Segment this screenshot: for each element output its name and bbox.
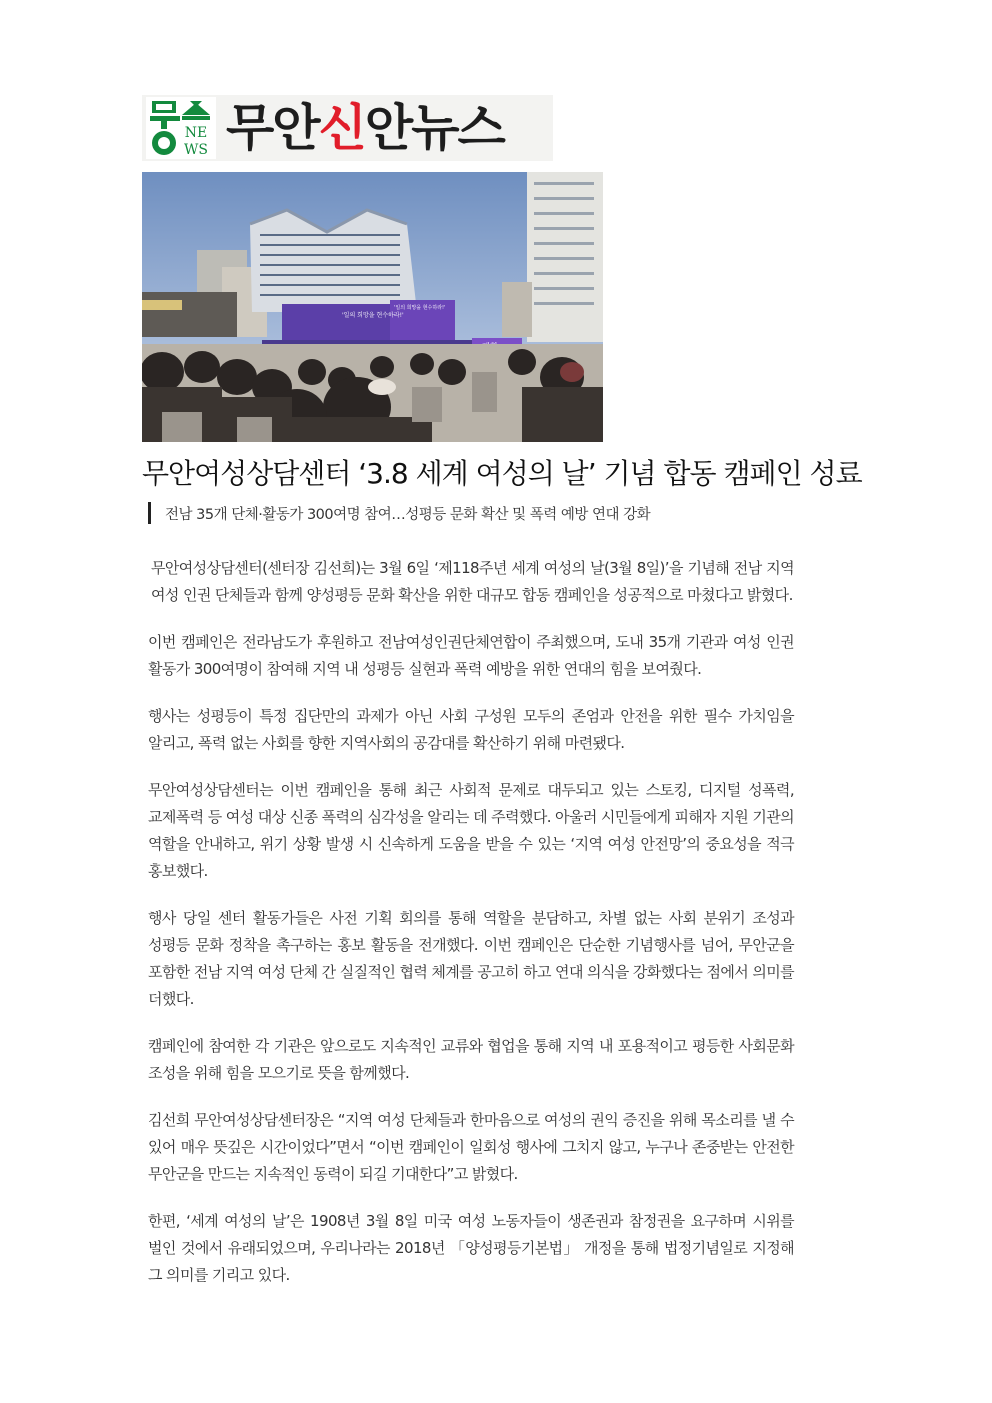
wordmark-part-1: 무안	[226, 99, 319, 157]
subheadline-bar	[148, 502, 151, 524]
article-subheadline	[148, 502, 650, 524]
article-paragraph-2: 이번 캠페인은 전라남도가 후원하고 전남여성인권단체연합이 주최했으며, 도내 35개 기관과 여성 인권 활동가 300여명이 참여해 지역 내 성평등 실현과 폭력 예방을 위한 연대의 힘을 보여줬다.	[148, 633, 794, 678]
article-paragraph-5: 행사 당일 센터 활동가들은 사전 기획 회의를 통해 역할을 분담하고, 차별 없는 사회 분위기 조성과 성평등 문화 정착을 촉구하는 홍보 활동을 전개했다. 이번 캠페인은 단순한 기념행사를 넘어, 무안군을 포함한 전남 지역 여성 단체 간 실질적인 협력 체계를 공고히 하고 연대 의식을 강화했다는 점에서 의미를 더했다.	[148, 909, 794, 1008]
article-paragraph-8: 한편, ‘세계 여성의 날’은 1908년 3월 8일 미국 여성 노동자들이 생존권과 참정권을 요구하며 시위를 벌인 것에서 유래되었으며, 우리나라는 2018년 「양성평등기본법」 개정을 통해 법정기념일로 지정해 그 의미를 기리고 있다.	[148, 1212, 794, 1284]
article-paragraph-1: 무안여성상담센터(센터장 김선희)는 3월 6일 ‘제118주년 세계 여성의 날(3월 8일)’을 기념해 전남 지역 여성 인권 단체들과 함께 양성평등 문화 확산을 위한 대규모 합동 캠페인을 성공적으로 마쳤다고 밝혔다.	[151, 559, 794, 604]
article-paragraph-3: 행사는 성평등이 특정 집단만의 과제가 아닌 사회 구성원 모두의 존엄과 안전을 위한 필수 가치임을 알리고, 폭력 없는 사회를 향한 지역사회의 공감대를 확산하기 위해 마련됐다.	[148, 707, 794, 752]
svg-text:NE: NE	[184, 125, 208, 141]
masthead-logo	[142, 95, 553, 161]
masthead-wordmark	[226, 99, 504, 157]
wordmark-part-2: 신	[318, 99, 365, 157]
subheadline-text: 전남 35개 단체·활동가 300여명 참여…성평등 문화 확산 및 폭력 예방 연대 강화	[165, 506, 651, 523]
svg-text:WS: WS	[184, 142, 208, 158]
svg-text:'일의 희망을 현수하라!': '일의 희망을 현수하라!'	[394, 305, 446, 311]
article-paragraph-4: 무안여성상담센터는 이번 캠페인을 통해 최근 사회적 문제로 대두되고 있는 스토킹, 디지털 성폭력, 교제폭력 등 여성 대상 신종 폭력의 심각성을 알리는 데 주력했다. 아울러 시민들에게 피해자 지원 기관의 역할을 안내하고, 위기 상황 발생 시 신속하게 도움을 받을 수 있는 ‘지역 여성 안전망’의 중요성을 적극 홍보했다.	[148, 781, 794, 880]
svg-text:'일의 희망을 현수하라!': '일의 희망을 현수하라!'	[342, 312, 404, 319]
article-headline: 무안여성상담센터 ‘3.8 세계 여성의 날’ 기념 합동 캠페인 성료	[142, 457, 862, 490]
article-photo	[142, 172, 603, 442]
wordmark-part-3: 안뉴스	[364, 99, 504, 157]
article-paragraph-6: 캠페인에 참여한 각 기관은 앞으로도 지속적인 교류와 협업을 통해 지역 내 포용적이고 평등한 사회문화 조성을 위해 힘을 모으기로 뜻을 함께했다.	[148, 1037, 794, 1082]
event-photo-image	[142, 172, 603, 442]
article-paragraph-7: 김선희 무안여성상담센터장은 “지역 여성 단체들과 한마음으로 여성의 권익 증진을 위해 목소리를 낼 수 있어 매우 뜻깊은 시간이었다”면서 “이번 캠페인이 일회성 행사에 그치지 않고, 누구나 존중받는 안전한 무안군을 만드는 지속적인 동력이 되길 기대한다”고 밝혔다.	[148, 1111, 794, 1183]
article-body	[148, 555, 794, 1309]
news-badge-icon	[146, 97, 216, 159]
